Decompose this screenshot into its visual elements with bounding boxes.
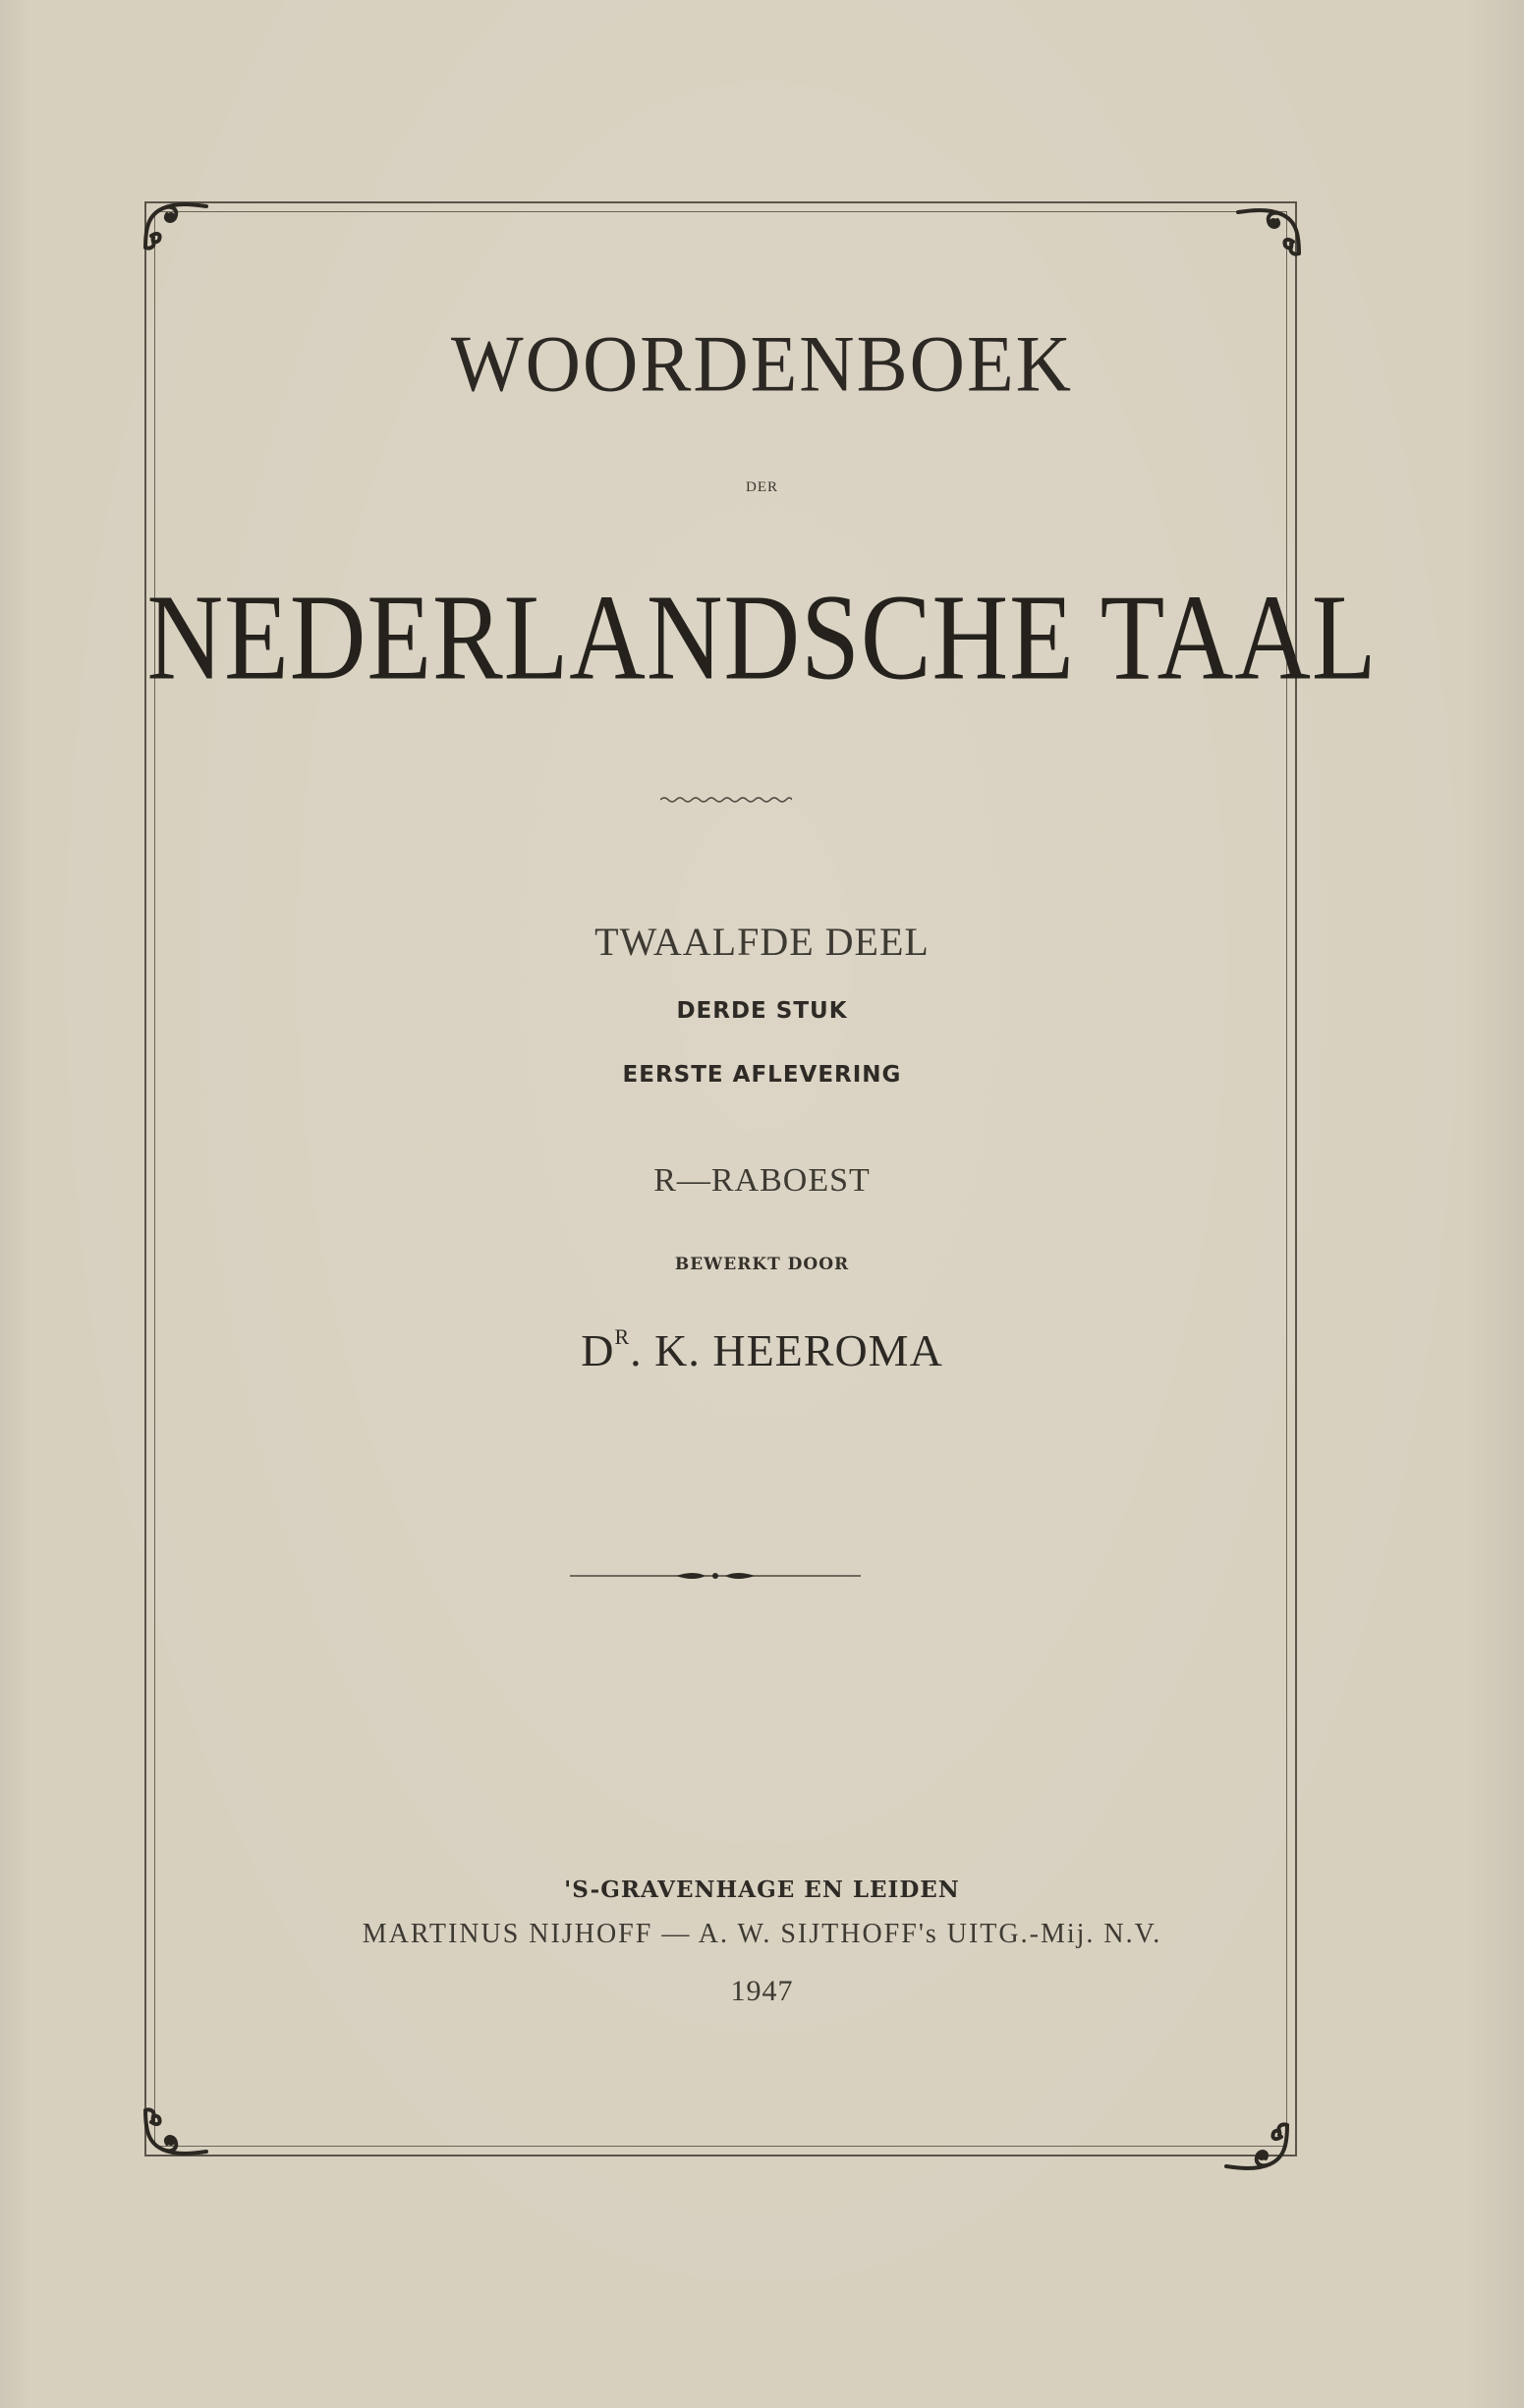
author-prefix: D bbox=[581, 1325, 615, 1375]
divider-ornament bbox=[570, 1568, 861, 1584]
corner-ornament-top-right bbox=[1228, 202, 1307, 261]
corner-ornament-top-left bbox=[138, 196, 216, 255]
publication-place: 'S-GRAVENHAGE EN LEIDEN bbox=[564, 1876, 960, 1903]
part-label: DERDE STUK bbox=[676, 998, 848, 1024]
publisher: MARTINUS NIJHOFF — A. W. SIJTHOFF's UITG.-Mij. N.V. bbox=[362, 1919, 1162, 1949]
title-nederlandsche-taal: NEDERLANDSCHE TAAL bbox=[146, 569, 1378, 706]
wavy-rule bbox=[660, 794, 792, 806]
title-woordenboek: WOORDENBOEK bbox=[451, 317, 1073, 409]
volume-label: TWAALFDE DEEL bbox=[594, 920, 930, 964]
title-connector: DER bbox=[746, 479, 778, 495]
corner-ornament-bottom-right bbox=[1216, 2117, 1295, 2176]
author-surname: . K. HEEROMA bbox=[630, 1325, 943, 1375]
installment-label: EERSTE AFLEVERING bbox=[622, 1062, 902, 1088]
author-name bbox=[0, 1324, 1524, 1376]
publication-year: 1947 bbox=[730, 1975, 794, 2007]
entry-range: R—RABOEST bbox=[653, 1162, 871, 1199]
author-prefix-superscript: R bbox=[614, 1324, 631, 1349]
edited-by-label: BEWERKT DOOR bbox=[674, 1255, 850, 1274]
corner-ornament-bottom-left bbox=[138, 2102, 216, 2161]
